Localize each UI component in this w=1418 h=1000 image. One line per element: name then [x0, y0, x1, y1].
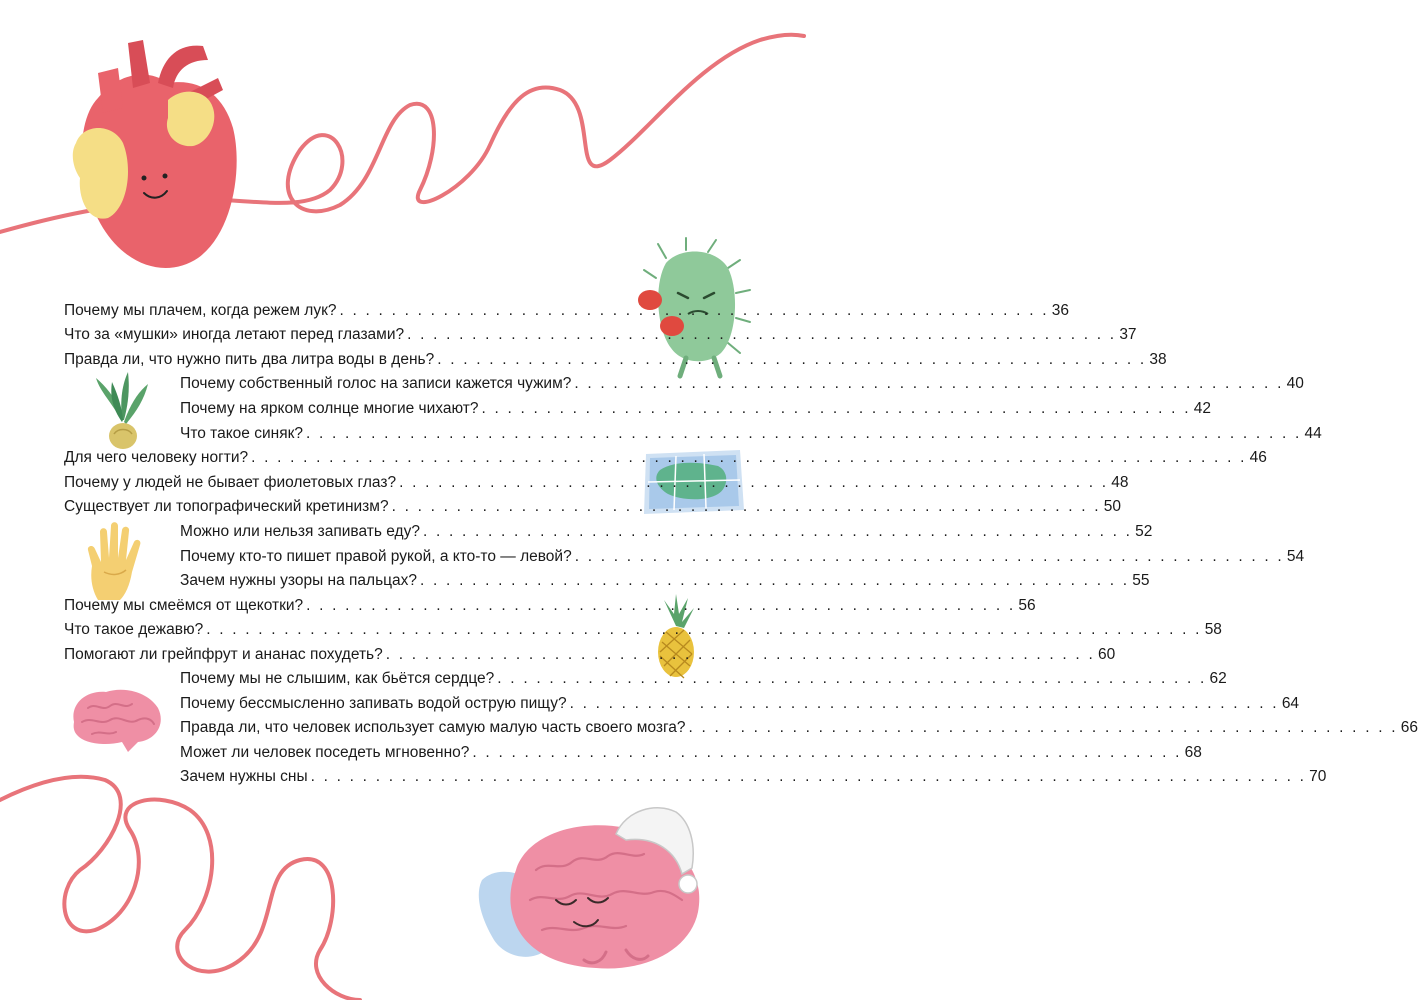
toc-entry[interactable]	[180, 424, 1322, 444]
toc-entry-page: 64	[1281, 695, 1300, 712]
toc-leader-dots: . . . . . . . . . . . . . . . . . . . . . . . . . . . . . . . . . . . . . . . . . . . . . . . . . . . . . . .	[497, 670, 1207, 687]
toc-entry[interactable]	[64, 497, 1122, 517]
toc-leader-dots: . . . . . . . . . . . . . . . . . . . . . . . . . . . . . . . . . . . . . . . . . . . . . . . . . . . . . . .	[437, 351, 1147, 368]
toc-leader-dots: . . . . . . . . . . . . . . . . . . . . . . . . . . . . . . . . . . . . . . . . . . . . . . . . . . . . . . .	[574, 548, 1284, 565]
toc-entry-page: 48	[1111, 474, 1129, 491]
toc-entry[interactable]	[180, 718, 1418, 738]
toc-entry-title: Почему кто-то пишет правой рукой, а кто-то — левой?	[180, 548, 572, 565]
toc-entry-title: Что такое синяк?	[180, 425, 303, 442]
toc-leader-dots: . . . . . . . . . . . . . . . . . . . . . . . . . . . . . . . . . . . . . . . . . . . . . . . . . . . . . . .	[569, 695, 1279, 712]
toc-entry[interactable]	[180, 669, 1227, 689]
toc-entry-page: 46	[1249, 449, 1267, 466]
toc-entry-page: 66	[1400, 719, 1418, 736]
toc-entry-title: Может ли человек поседеть мгновенно?	[180, 744, 470, 761]
toc-entry-title: Почему мы не слышим, как бьётся сердце?	[180, 670, 495, 687]
toc-leader-dots: . . . . . . . . . . . . . . . . . . . . . . . . . . . . . . . . . . . . . . . . . . . . . . . . . . . . . . .	[422, 523, 1133, 540]
toc-entry[interactable]	[180, 374, 1304, 394]
toc-entry-title: Для чего человеку ногти?	[64, 449, 249, 466]
toc-entry-page: 56	[1018, 597, 1036, 614]
toc-entry[interactable]	[180, 547, 1305, 567]
toc-entry-title: Существует ли топографический кретинизм?	[64, 498, 389, 515]
toc-entry-title: Почему мы смеёмся от щекотки?	[64, 597, 304, 614]
toc-entry-page: 42	[1193, 400, 1211, 417]
toc-entry-title: Правда ли, что нужно пить два литра воды в день?	[64, 351, 435, 368]
toc-leader-dots: . . . . . . . . . . . . . . . . . . . . . . . . . . . . . . . . . . . . . . . . . . . . . . . . . . . . . . . . . . . . . . . . . . . . . . . . . . . . .	[306, 425, 1302, 442]
toc-entry-page: 62	[1209, 670, 1227, 687]
toc-entry-page: 58	[1204, 621, 1222, 638]
toc-entry-title: Правда ли, что человек использует самую малую часть своего мозга?	[180, 719, 686, 736]
toc-entry[interactable]	[64, 596, 1036, 616]
toc-entry-title: Почему на ярком солнце многие чихают?	[180, 400, 479, 417]
toc-entry-page: 37	[1119, 326, 1137, 343]
toc-leader-dots: . . . . . . . . . . . . . . . . . . . . . . . . . . . . . . . . . . . . . . . . . . . . . . . . . . . . . . .	[399, 474, 1109, 491]
toc-entry-page: 68	[1184, 744, 1202, 761]
toc-entry-title: Что такое дежавю?	[64, 621, 204, 638]
toc-entry-page: 36	[1051, 302, 1069, 319]
toc-entry-title: Почему у людей не бывает фиолетовых глаз?	[64, 474, 397, 491]
toc-entry-title: Можно или нельзя запивать еду?	[180, 523, 420, 540]
toc-entry[interactable]	[64, 645, 1116, 665]
toc-entry-page: 60	[1097, 646, 1116, 663]
toc-leader-dots: . . . . . . . . . . . . . . . . . . . . . . . . . . . . . . . . . . . . . . . . . . . . . . . . . . . . . . .	[407, 326, 1117, 343]
toc-entry[interactable]	[64, 350, 1167, 370]
toc-entry[interactable]	[64, 448, 1267, 468]
toc-entry-page: 44	[1304, 425, 1322, 442]
toc-leader-dots: . . . . . . . . . . . . . . . . . . . . . . . . . . . . . . . . . . . . . . . . . . . . . . . . . . . . . . . . . . . . . . . . . . . . . . . . . . . . .	[206, 621, 1202, 638]
toc-entry-title: Почему бессмысленно запивать водой острую пищу?	[180, 695, 567, 712]
toc-leader-dots: . . . . . . . . . . . . . . . . . . . . . . . . . . . . . . . . . . . . . . . . . . . . . . . . . . . . . . .	[420, 572, 1130, 589]
toc-leader-dots: . . . . . . . . . . . . . . . . . . . . . . . . . . . . . . . . . . . . . . . . . . . . . . . . . . . . . . .	[688, 719, 1398, 736]
toc-leader-dots: . . . . . . . . . . . . . . . . . . . . . . . . . . . . . . . . . . . . . . . . . . . . . . . . . . . . . . . . . . . . . . . . . . . . . . . . . . . . .	[251, 449, 1247, 466]
toc-entry[interactable]	[64, 620, 1222, 640]
toc-entry-page: 52	[1135, 523, 1153, 540]
toc-leader-dots: . . . . . . . . . . . . . . . . . . . . . . . . . . . . . . . . . . . . . . . . . . . . . . . . . . . . . . .	[339, 302, 1049, 319]
toc-leader-dots: . . . . . . . . . . . . . . . . . . . . . . . . . . . . . . . . . . . . . . . . . . . . . . . . . . . . . . .	[385, 646, 1095, 663]
toc-entry[interactable]	[180, 399, 1211, 419]
toc-leader-dots: . . . . . . . . . . . . . . . . . . . . . . . . . . . . . . . . . . . . . . . . . . . . . . . . . . . . . . . . . . . . . . . . . . . . . . . . . . . . .	[310, 768, 1307, 785]
toc-entry-title: Зачем нужны узоры на пальцах?	[180, 572, 418, 589]
toc-entry[interactable]	[180, 694, 1300, 714]
toc-entry[interactable]	[64, 301, 1069, 321]
toc-entry[interactable]	[180, 767, 1327, 787]
toc-entry-page: 70	[1309, 768, 1327, 785]
toc-entry[interactable]	[180, 743, 1202, 763]
toc-entry-page: 50	[1103, 498, 1122, 515]
toc-entry-page: 54	[1286, 548, 1305, 565]
toc-entry[interactable]	[180, 571, 1150, 591]
toc-entry-page: 55	[1132, 572, 1150, 589]
toc-entry[interactable]	[64, 473, 1129, 493]
toc-entry[interactable]	[180, 522, 1153, 542]
toc-entry[interactable]	[64, 325, 1137, 345]
toc-entry-title: Помогают ли грейпфрут и ананас похудеть?	[64, 646, 383, 663]
toc-entry-title: Что за «мушки» иногда летают перед глазами?	[64, 326, 405, 343]
toc-entry-page: 40	[1286, 375, 1304, 392]
toc-entry-page: 38	[1149, 351, 1167, 368]
toc-leader-dots: . . . . . . . . . . . . . . . . . . . . . . . . . . . . . . . . . . . . . . . . . . . . . . . . . . . . . . .	[574, 375, 1284, 392]
toc-leader-dots: . . . . . . . . . . . . . . . . . . . . . . . . . . . . . . . . . . . . . . . . . . . . . . . . . . . . . . .	[472, 744, 1182, 761]
toc-entry-title: Зачем нужны сны	[180, 768, 308, 785]
toc-entry-title: Почему мы плачем, когда режем лук?	[64, 302, 337, 319]
toc-leader-dots: . . . . . . . . . . . . . . . . . . . . . . . . . . . . . . . . . . . . . . . . . . . . . . . . . . . . . . .	[391, 498, 1101, 515]
toc-entry-title: Почему собственный голос на записи кажется чужим?	[180, 375, 572, 392]
toc-leader-dots: . . . . . . . . . . . . . . . . . . . . . . . . . . . . . . . . . . . . . . . . . . . . . . . . . . . . . . .	[481, 400, 1191, 417]
toc-leader-dots: . . . . . . . . . . . . . . . . . . . . . . . . . . . . . . . . . . . . . . . . . . . . . . . . . . . . . . .	[306, 597, 1016, 614]
